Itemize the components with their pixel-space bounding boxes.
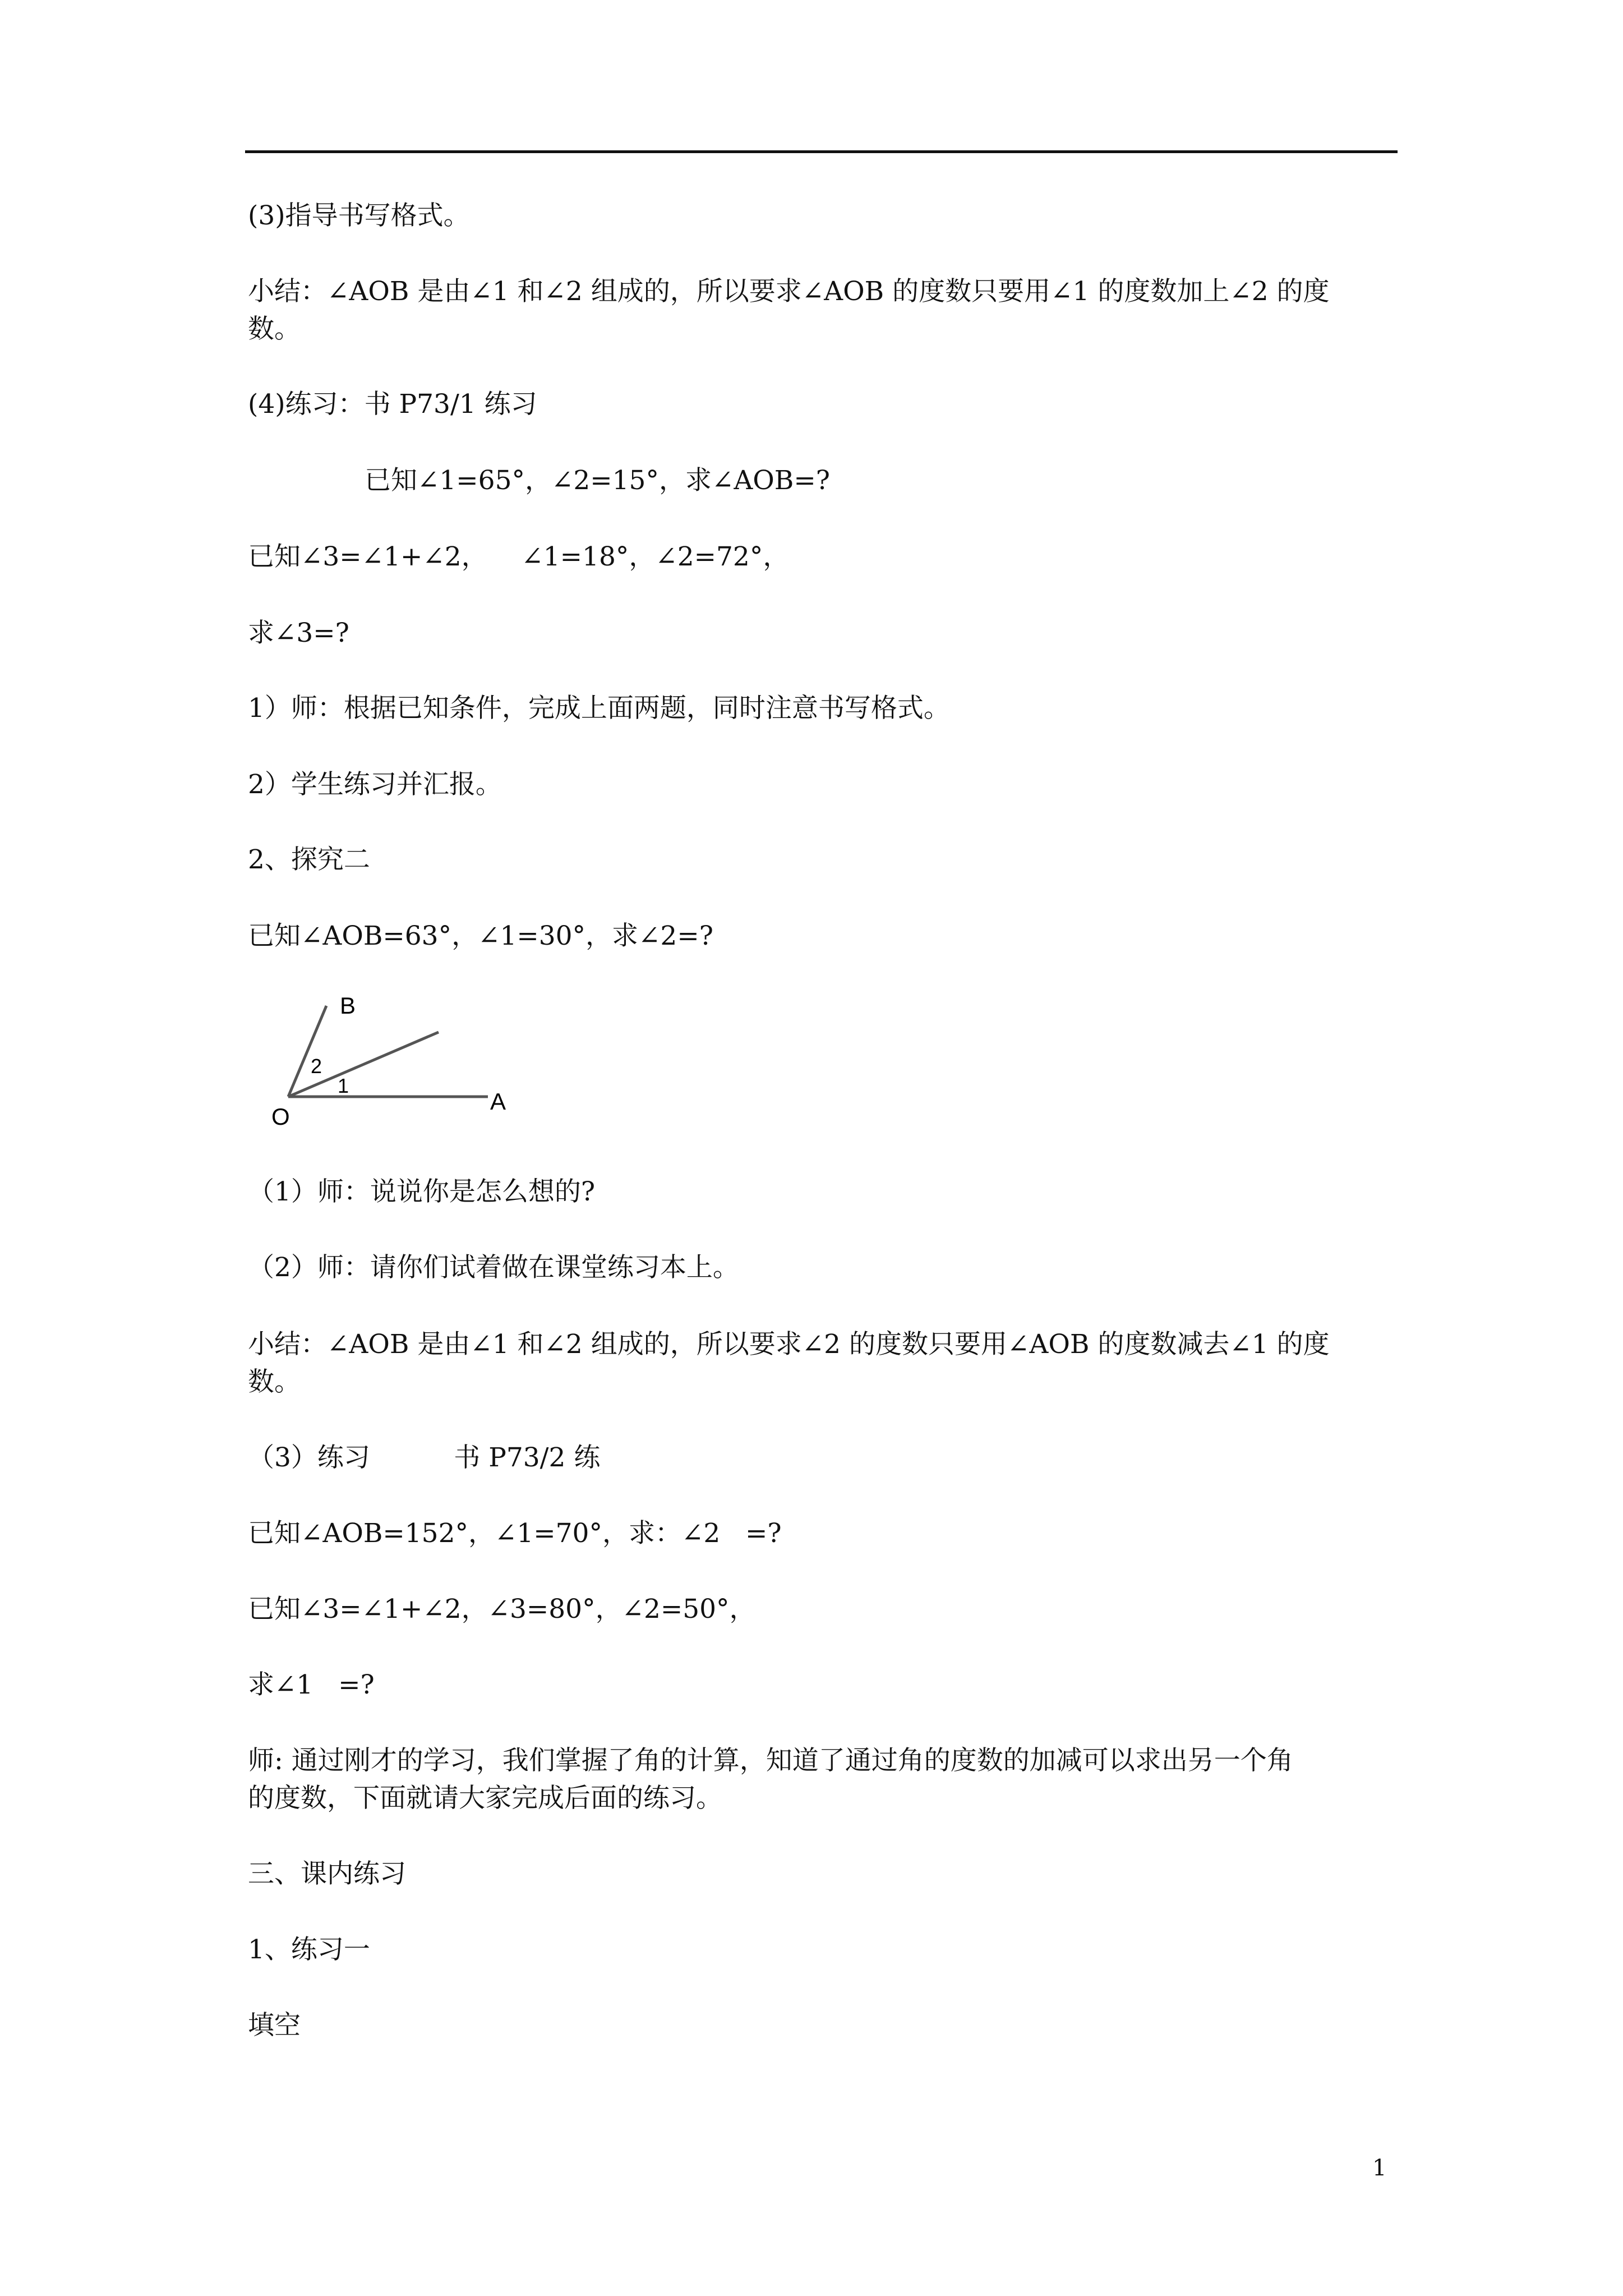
text-line: 已知∠AOB=152°，∠1=70°，求：∠2 =? xyxy=(248,1518,782,1549)
text-line: 数。 xyxy=(248,314,301,344)
text-line: (4)练习：书 P73/1 练习 xyxy=(248,389,537,420)
text-line: 已知∠3=∠1+∠2， ∠1=18°，∠2=72°， xyxy=(248,541,790,572)
text-line: 已知∠1=65°，∠2=15°，求∠AOB=? xyxy=(365,465,830,496)
text-line: 2、探究二 xyxy=(248,844,370,875)
text-line: 三、课内练习 xyxy=(248,1858,406,1889)
text-line: 小结：∠AOB 是由∠1 和∠2 组成的，所以要求∠2 的度数只要用∠AOB 的度数减去∠1 的度 xyxy=(248,1329,1330,1360)
text-line: （1）师：说说你是怎么想的? xyxy=(248,1176,596,1207)
text-line: 已知∠AOB=63°，∠1=30°，求∠2=? xyxy=(248,921,713,951)
text-line: 已知∠3=∠1+∠2，∠3=80°，∠2=50°， xyxy=(248,1594,756,1625)
header-rule xyxy=(245,150,1398,153)
text-line: 填空 xyxy=(248,2010,301,2041)
text-line: 小结：∠AOB 是由∠1 和∠2 组成的，所以要求∠AOB 的度数只要用∠1 的度数加上∠2 的度 xyxy=(248,276,1330,307)
text-line: 师: 通过刚才的学习，我们掌握了角的计算，知道了通过角的度数的加减可以求出另一个角 xyxy=(248,1745,1293,1776)
label-b: B xyxy=(340,992,356,1019)
text-line: 求∠3=? xyxy=(248,618,349,648)
angle-1-label: 1 xyxy=(338,1074,349,1097)
text-line: 1、练习一 xyxy=(248,1934,370,1965)
text-line: 2）学生练习并汇报。 xyxy=(248,769,502,800)
text-line: 的度数，下面就请大家完成后面的练习。 xyxy=(248,1783,722,1814)
label-a: A xyxy=(490,1088,506,1115)
page-number: 1 xyxy=(1372,2155,1387,2181)
angle-2-label: 2 xyxy=(311,1055,322,1078)
text-line: （3）练习 书 P73/2 练 xyxy=(248,1442,601,1473)
text-line: （2）师：请你们试着做在课堂练习本上。 xyxy=(248,1252,739,1283)
angle-diagram xyxy=(264,990,522,1136)
text-line: 数。 xyxy=(248,1366,301,1397)
label-o: O xyxy=(271,1103,290,1130)
text-line: (3)指导书写格式。 xyxy=(248,200,470,231)
text-line: 1）师：根据已知条件，完成上面两题，同时注意书写格式。 xyxy=(248,693,950,724)
text-line: 求∠1 =? xyxy=(248,1669,375,1700)
